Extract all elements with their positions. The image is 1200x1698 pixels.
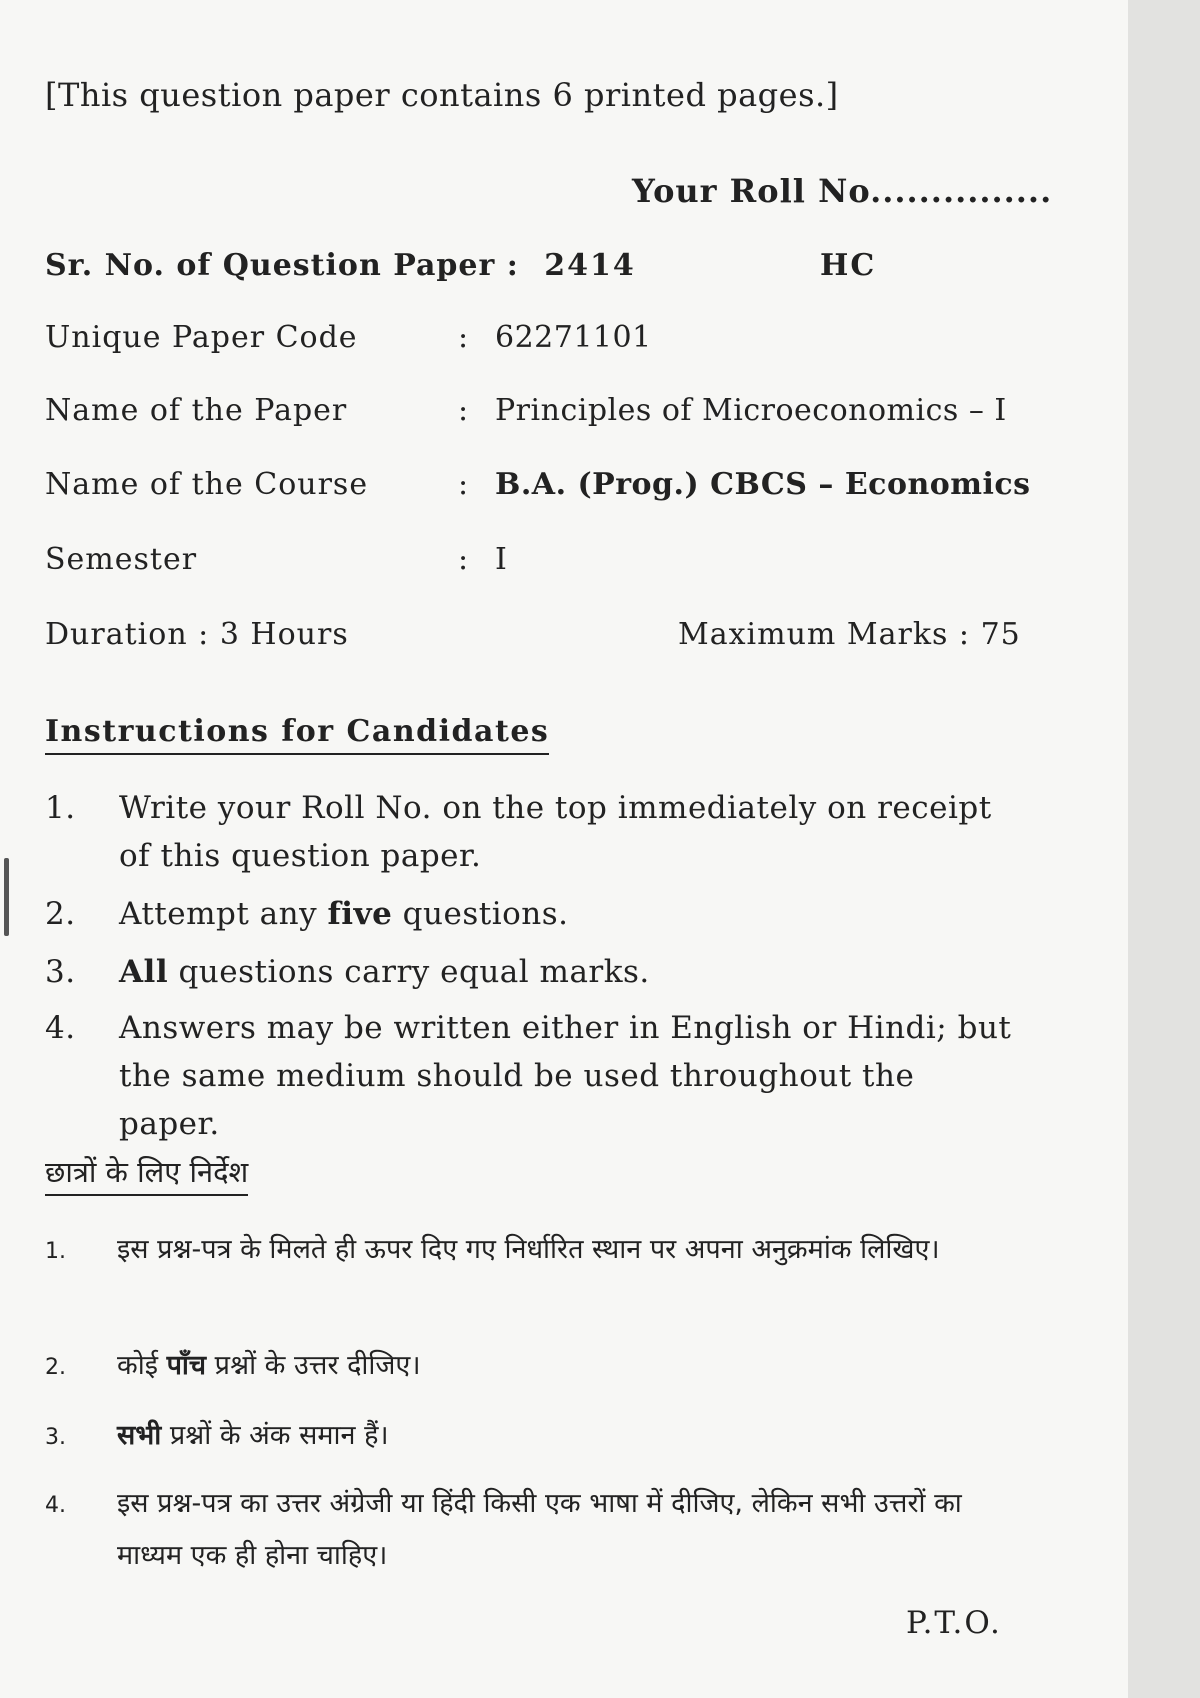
semester-value: I: [495, 542, 508, 577]
hindi-instruction-item: [45, 1410, 1015, 1462]
please-turn-over: P.T.O.: [906, 1605, 1002, 1641]
instruction-number: 2.: [45, 1355, 66, 1380]
instruction-text: All questions carry equal marks.: [119, 954, 650, 990]
hindi-instructions-heading: छात्रों के लिए निर्देश: [45, 1152, 248, 1196]
instruction-text: Write your Roll No. on the top immediately on receipt of this question paper.: [119, 790, 992, 874]
maximum-marks: Maximum Marks : 75: [678, 617, 1021, 652]
emphasis-five: five: [327, 896, 393, 932]
instruction-item: [45, 890, 1015, 938]
paper-name-label: Name of the Paper: [45, 393, 348, 428]
roll-number-field: Your Roll No...............: [632, 172, 1053, 210]
course-name-colon: :: [458, 467, 469, 502]
sr-no-colon: :: [506, 248, 519, 283]
sr-no-row: [45, 248, 636, 283]
instruction-number: 4.: [45, 1493, 66, 1518]
instructions-heading: Instructions for Candidates: [45, 714, 549, 755]
emphasis-all: All: [119, 954, 169, 990]
semester-colon: :: [458, 542, 469, 577]
paper-name-value: Principles of Microeconomics – I: [495, 393, 1007, 428]
emphasis-all-hindi: सभी: [117, 1420, 162, 1451]
hindi-instruction-item: [45, 1478, 1015, 1582]
emphasis-five-hindi: पाँच: [166, 1350, 207, 1381]
series-code: HC: [820, 248, 877, 283]
instruction-item: [45, 784, 1015, 880]
instruction-number: 1.: [45, 1239, 66, 1264]
instruction-text: कोई पाँच प्रश्नों के उत्तर दीजिए।: [117, 1350, 421, 1381]
page-count-note: [This question paper contains 6 printed pages.]: [45, 76, 839, 114]
unique-code-colon: :: [458, 320, 469, 355]
instruction-item: [45, 1004, 1015, 1148]
instruction-number: 1.: [45, 790, 76, 826]
instruction-text: इस प्रश्न-पत्र का उत्तर अंग्रेजी या हिंदी किसी एक भाषा में दीजिए, लेकिन सभी उत्तरों का माध्यम एक ही होना चाहिए।: [117, 1488, 962, 1571]
instruction-number: 3.: [45, 1425, 66, 1450]
instruction-number: 4.: [45, 1010, 76, 1046]
instruction-text: सभी प्रश्नों के अंक समान हैं।: [117, 1420, 389, 1451]
scan-edge-strip: [1128, 0, 1200, 1698]
hindi-instruction-item: [45, 1224, 1015, 1276]
paper-name-colon: :: [458, 393, 469, 428]
instruction-text: इस प्रश्न-पत्र के मिलते ही ऊपर दिए गए निर्धारित स्थान पर अपना अनुक्रमांक लिखिए।: [117, 1234, 940, 1265]
course-name-value: B.A. (Prog.) CBCS – Economics: [495, 467, 1031, 502]
duration: Duration : 3 Hours: [45, 617, 349, 652]
sr-no-value: 2414: [544, 248, 636, 283]
instruction-text: Attempt any five questions.: [119, 896, 569, 932]
instruction-text: Answers may be written either in English or Hindi; but the same medium should be used throughout the paper.: [119, 1010, 1012, 1142]
sr-no-label: Sr. No. of Question Paper: [45, 248, 496, 283]
scan-margin-mark: [4, 858, 9, 936]
semester-label: Semester: [45, 542, 198, 577]
instruction-number: 2.: [45, 896, 76, 932]
unique-code-value: 62271101: [495, 320, 652, 355]
course-name-label: Name of the Course: [45, 467, 369, 502]
unique-code-label: Unique Paper Code: [45, 320, 358, 355]
instruction-number: 3.: [45, 954, 76, 990]
hindi-instruction-item: [45, 1340, 1015, 1392]
instruction-item: [45, 948, 1015, 996]
